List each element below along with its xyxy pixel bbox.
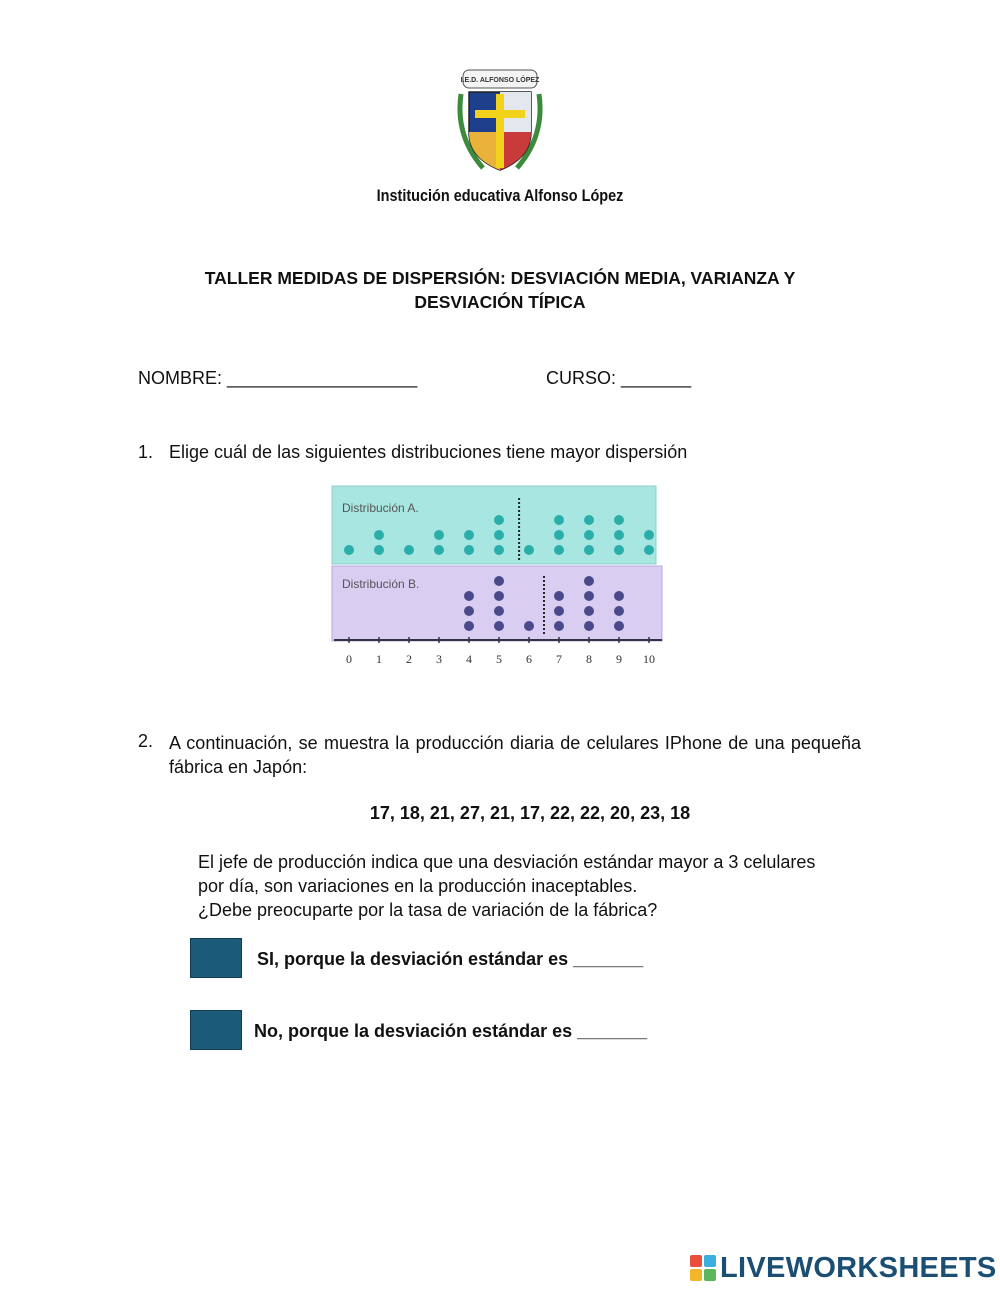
series-b-label: Distribución B.: [342, 577, 420, 591]
x-tick-label: 0: [346, 652, 352, 666]
dot-series-a: [434, 530, 444, 540]
option-no-text: No, porque la desviación estándar es _______: [254, 1021, 648, 1041]
dot-series-a: [584, 530, 594, 540]
dot-series-a: [434, 545, 444, 555]
dot-series-b: [614, 591, 624, 601]
liveworksheets-icon: [690, 1255, 716, 1281]
question2-text: A continuación, se muestra la producción diaria de celulares IPhone de una pequeña fábrica en Japón:: [169, 733, 861, 777]
x-tick-label: 6: [526, 652, 532, 666]
school-crest-logo: [455, 66, 545, 178]
dot-series-a: [464, 545, 474, 555]
dot-series-b: [494, 606, 504, 616]
dot-series-a: [494, 530, 504, 540]
x-tick-label: 9: [616, 652, 622, 666]
question2-paragraph-line2: por día, son variaciones en la producción inaceptables.: [198, 876, 638, 896]
production-data: 17, 18, 21, 27, 21, 17, 22, 22, 20, 23, 18: [369, 803, 691, 823]
x-tick-label: 8: [586, 652, 592, 666]
dot-series-b: [464, 621, 474, 631]
question1-text: Elige cuál de las siguientes distribuciones tiene mayor dispersión: [169, 442, 688, 462]
dot-series-a: [584, 545, 594, 555]
option-si-text: SI, porque la desviación estándar es _______: [257, 949, 644, 969]
name-field[interactable]: NOMBRE: ___________________: [138, 368, 418, 388]
dot-series-a: [584, 515, 594, 525]
dot-series-b: [464, 591, 474, 601]
dot-series-b: [614, 621, 624, 631]
dot-series-b: [554, 591, 564, 601]
x-tick-label: 1: [376, 652, 382, 666]
dot-series-a: [344, 545, 354, 555]
question2-question: ¿Debe preocuparte por la tasa de variación de la fábrica?: [198, 900, 658, 920]
dot-series-b: [614, 606, 624, 616]
question1-number: 1.: [138, 442, 154, 462]
x-tick-label: 10: [643, 652, 655, 666]
dot-series-b: [524, 621, 534, 631]
dot-series-b: [554, 621, 564, 631]
dot-series-a: [614, 530, 624, 540]
dot-series-b: [584, 621, 594, 631]
answer-box-no[interactable]: [190, 1010, 242, 1050]
dot-series-a: [554, 530, 564, 540]
dot-series-a: [494, 515, 504, 525]
dot-series-b: [584, 576, 594, 586]
course-field[interactable]: CURSO: _______: [546, 368, 692, 388]
dot-series-a: [524, 545, 534, 555]
question2-number: 2.: [138, 731, 154, 751]
worksheet-title-line2: DESVIACIÓN TÍPICA: [414, 292, 586, 312]
brand-text: LIVEWORKSHEETS: [720, 1251, 997, 1284]
institution-name: Institución educativa Alfonso López: [376, 186, 624, 205]
worksheet-title-line1: TALLER MEDIDAS DE DISPERSIÓN: DESVIACIÓN MEDIA, VARIANZA Y: [204, 268, 796, 288]
x-tick-label: 7: [556, 652, 562, 666]
liveworksheets-logo[interactable]: [690, 1252, 997, 1284]
dot-series-a: [554, 515, 564, 525]
dot-series-b: [584, 591, 594, 601]
dot-series-a: [614, 515, 624, 525]
question2-paragraph-line1: El jefe de producción indica que una desviación estándar mayor a 3 celulares: [198, 852, 816, 872]
dot-series-a: [374, 530, 384, 540]
x-tick-label: 3: [436, 652, 442, 666]
x-tick-label: 4: [466, 652, 472, 666]
dot-series-b: [494, 621, 504, 631]
dot-series-b: [494, 576, 504, 586]
x-tick-label: 5: [496, 652, 502, 666]
dot-series-a: [644, 545, 654, 555]
dot-series-b: [584, 606, 594, 616]
series-a-label: Distribución A.: [342, 501, 419, 515]
dot-series-b: [554, 606, 564, 616]
dot-series-a: [554, 545, 564, 555]
answer-box-si[interactable]: [190, 938, 242, 978]
dot-series-a: [404, 545, 414, 555]
dot-series-a: [494, 545, 504, 555]
x-tick-label: 2: [406, 652, 412, 666]
dot-plot-chart[interactable]: [330, 484, 670, 674]
dot-series-a: [464, 530, 474, 540]
crest-banner-text: I.E.D. ALFONSO LÓPEZ: [460, 77, 540, 84]
dot-series-a: [614, 545, 624, 555]
dot-series-a: [374, 545, 384, 555]
dot-series-a: [644, 530, 654, 540]
dot-series-b: [494, 591, 504, 601]
dot-series-b: [464, 606, 474, 616]
